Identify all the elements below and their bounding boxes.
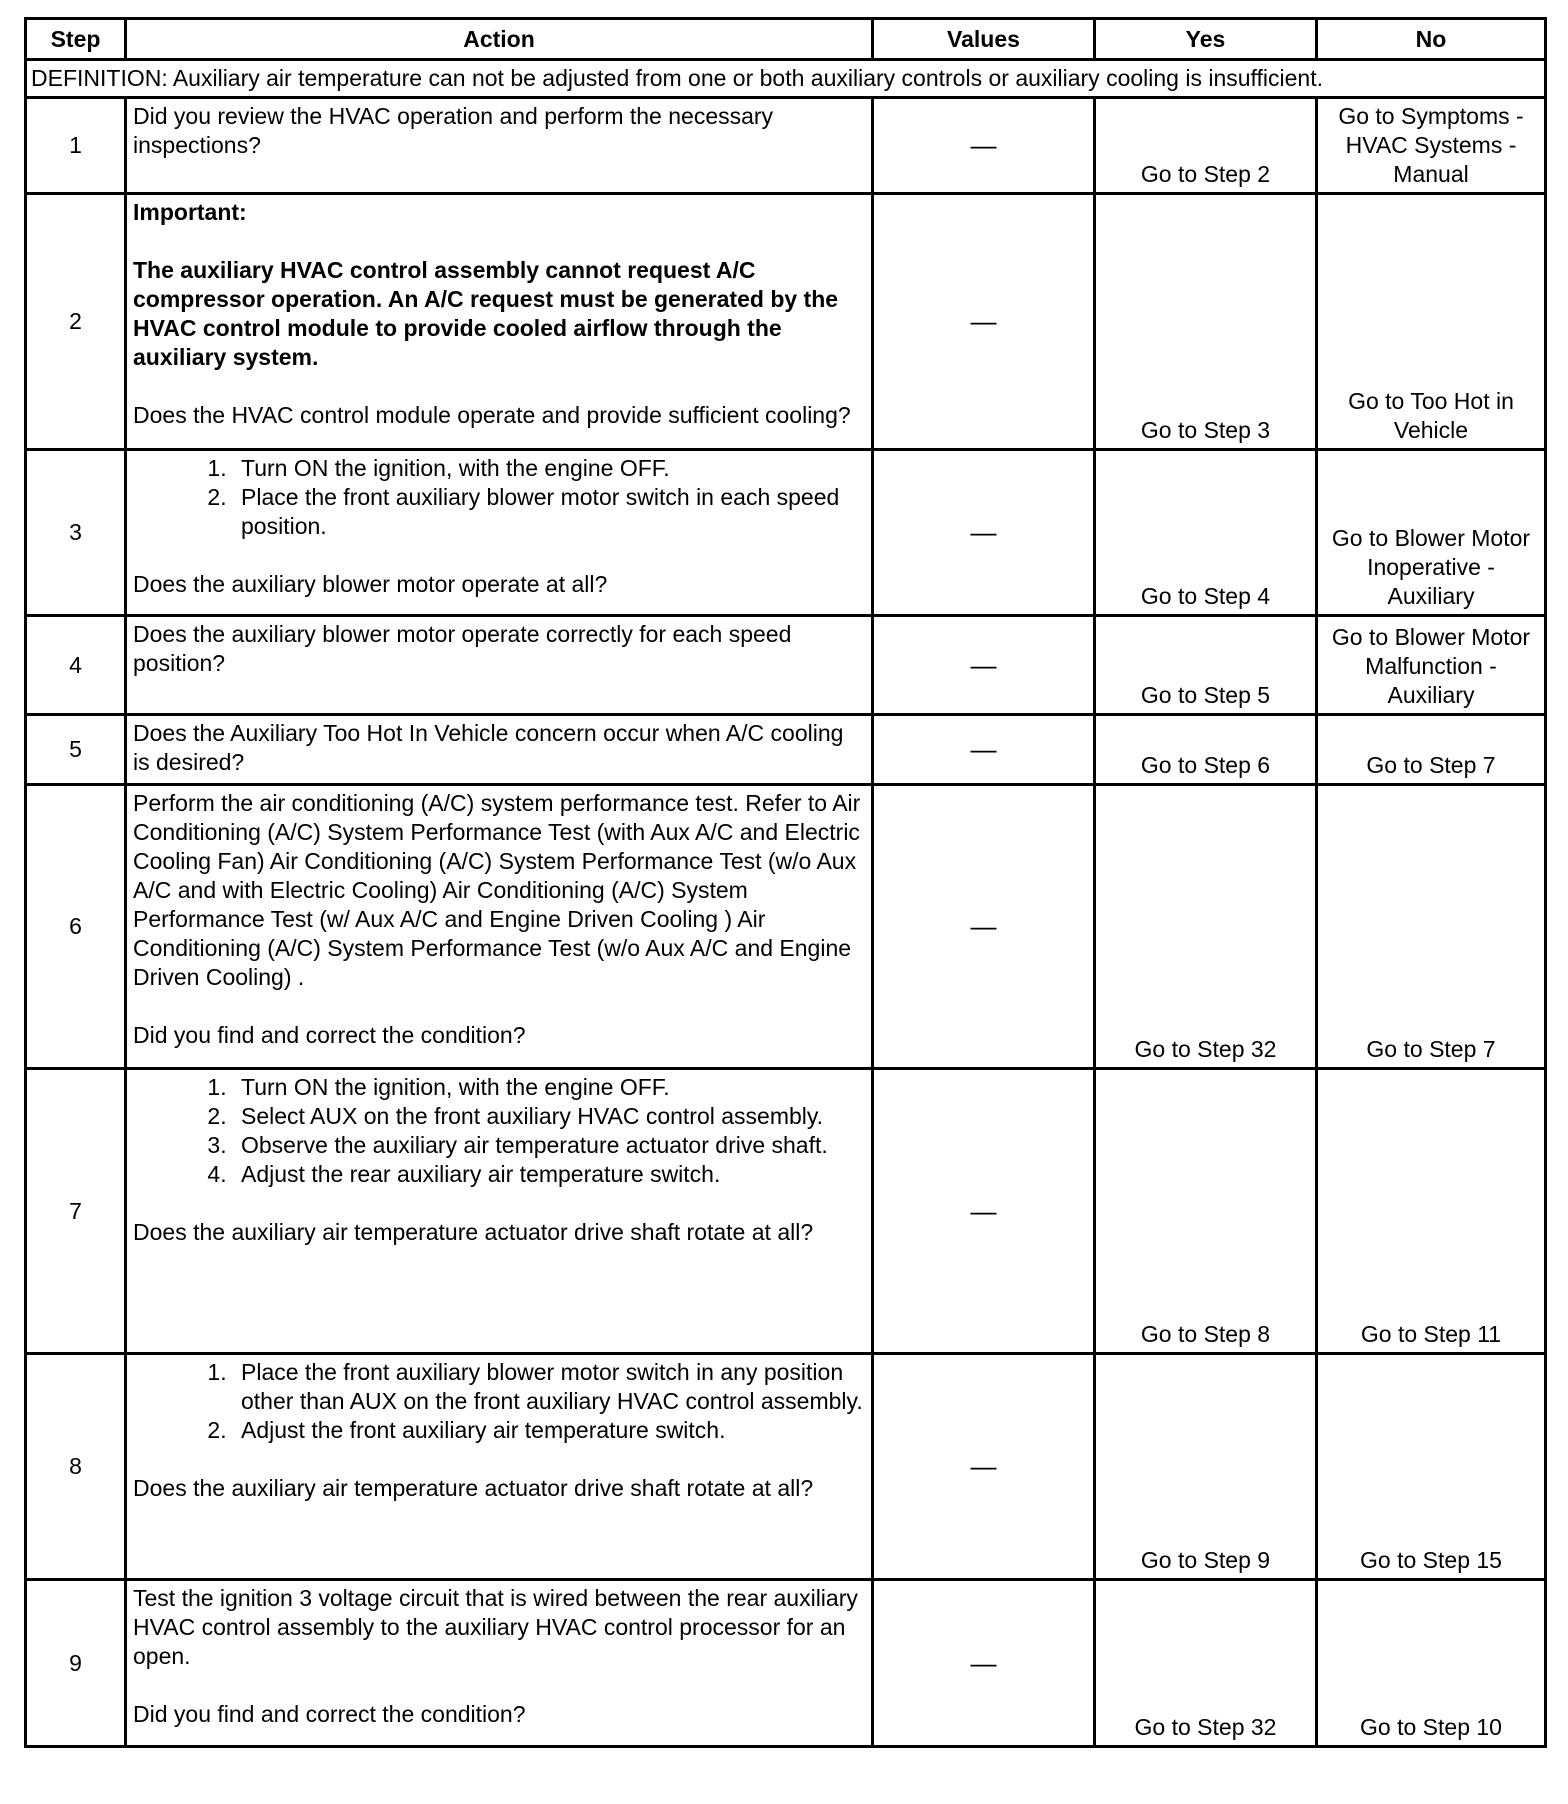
- no-cell: Go to Step 7: [1317, 715, 1546, 785]
- table-row: [26, 616, 1546, 715]
- no-cell: Go to Blower Motor Malfunction - Auxiliary: [1317, 616, 1546, 715]
- action-question: Does the auxiliary air temperature actuator drive shaft rotate at all?: [133, 1475, 814, 1501]
- action-instruction: Perform the air conditioning (A/C) system performance test. Refer to Air Conditioning (A/C) System Performance Test (with Aux A/C and Electric Cooling Fan) Air Conditioning (A/C) System Performance Test (w/o Aux A/C and with Electric Cooling) Air Conditioning (A/C) System Performance Test (w/ Aux A/C and Engine Driven Cooling ) Air Conditioning (A/C) System Performance Test (w/o Aux A/C and Engine Driven Cooling) .: [133, 790, 861, 990]
- no-cell: Go to Step 11: [1317, 1069, 1546, 1354]
- no-cell: Go to Too Hot in Vehicle: [1317, 194, 1546, 450]
- action-step-item: 1. Turn ON the ignition, with the engine OFF.: [233, 1073, 865, 1102]
- action-question: Does the auxiliary air temperature actuator drive shaft rotate at all?: [133, 1219, 814, 1245]
- step-number: 3: [26, 450, 126, 616]
- value-cell: —: [873, 616, 1095, 715]
- action-cell: [126, 1069, 873, 1354]
- step-number: 1: [26, 98, 126, 194]
- action-step-item: 3. Observe the auxiliary air temperature actuator drive shaft.: [233, 1131, 865, 1160]
- action-cell: [126, 194, 873, 450]
- yes-cell: Go to Step 5: [1095, 616, 1317, 715]
- yes-cell: Go to Step 9: [1095, 1354, 1317, 1580]
- important-note: The auxiliary HVAC control assembly cannot request A/C compressor operation. An A/C request must be generated by the HVAC control module to provide cooled airflow through the auxiliary system.: [133, 257, 839, 370]
- no-cell: Go to Symptoms - HVAC Systems - Manual: [1317, 98, 1546, 194]
- value-cell: —: [873, 715, 1095, 785]
- action-question: Does the auxiliary blower motor operate at all?: [133, 571, 608, 597]
- yes-cell: Go to Step 8: [1095, 1069, 1317, 1354]
- value-cell: —: [873, 194, 1095, 450]
- table-row: [26, 715, 1546, 785]
- action-cell: [126, 98, 873, 194]
- step-number: 5: [26, 715, 126, 785]
- no-cell: Go to Step 10: [1317, 1580, 1546, 1747]
- table-row: [26, 450, 1546, 616]
- value-cell: —: [873, 1069, 1095, 1354]
- action-step-item: 2. Adjust the front auxiliary air temperature switch.: [233, 1416, 865, 1445]
- step-number: 9: [26, 1580, 126, 1747]
- no-cell: Go to Step 7: [1317, 785, 1546, 1069]
- header-yes: Yes: [1095, 19, 1317, 60]
- action-cell: [126, 616, 873, 715]
- yes-cell: Go to Step 6: [1095, 715, 1317, 785]
- definition-row: [26, 60, 1546, 98]
- action-instruction: Test the ignition 3 voltage circuit that is wired between the rear auxiliary HVAC control assembly to the auxiliary HVAC control processor for an open.: [133, 1585, 858, 1669]
- header-no: No: [1317, 19, 1546, 60]
- step-number: 8: [26, 1354, 126, 1580]
- action-cell: [126, 715, 873, 785]
- no-cell: Go to Blower Motor Inoperative - Auxiliary: [1317, 450, 1546, 616]
- action-question: Did you find and correct the condition?: [133, 1022, 526, 1048]
- action-question: Did you review the HVAC operation and perform the necessary inspections?: [133, 103, 774, 158]
- action-step-item: 4. Adjust the rear auxiliary air temperature switch.: [233, 1160, 865, 1189]
- yes-cell: Go to Step 4: [1095, 450, 1317, 616]
- action-step-item: 1. Turn ON the ignition, with the engine OFF.: [233, 454, 865, 483]
- value-cell: —: [873, 1354, 1095, 1580]
- header-step: Step: [26, 19, 126, 60]
- action-question: Does the Auxiliary Too Hot In Vehicle concern occur when A/C cooling is desired?: [133, 720, 844, 775]
- value-cell: —: [873, 450, 1095, 616]
- action-cell: [126, 450, 873, 616]
- no-cell: Go to Step 15: [1317, 1354, 1546, 1580]
- table-row: [26, 1069, 1546, 1354]
- yes-cell: Go to Step 3: [1095, 194, 1317, 450]
- action-cell: [126, 1354, 873, 1580]
- action-step-item: 1. Place the front auxiliary blower motor switch in any position other than AUX on the front auxiliary HVAC control assembly.: [233, 1358, 865, 1416]
- value-cell: —: [873, 98, 1095, 194]
- step-number: 6: [26, 785, 126, 1069]
- action-step-item: 2. Select AUX on the front auxiliary HVAC control assembly.: [233, 1102, 865, 1131]
- definition-text: DEFINITION: Auxiliary air temperature can not be adjusted from one or both auxiliary controls or auxiliary cooling is insufficient.: [26, 60, 1546, 98]
- header-action: Action: [126, 19, 873, 60]
- action-cell: [126, 1580, 873, 1747]
- action-steps-list: [133, 1358, 865, 1445]
- diagnostic-table: [24, 17, 1547, 1748]
- step-number: 7: [26, 1069, 126, 1354]
- table-row: [26, 194, 1546, 450]
- value-cell: —: [873, 1580, 1095, 1747]
- table-row: [26, 1580, 1546, 1747]
- action-steps-list: [133, 1073, 865, 1189]
- value-cell: —: [873, 785, 1095, 1069]
- table-row: [26, 1354, 1546, 1580]
- important-label: Important:: [133, 199, 247, 225]
- yes-cell: Go to Step 32: [1095, 1580, 1317, 1747]
- yes-cell: Go to Step 32: [1095, 785, 1317, 1069]
- action-question: Does the auxiliary blower motor operate correctly for each speed position?: [133, 621, 792, 676]
- action-question: Did you find and correct the condition?: [133, 1701, 526, 1727]
- action-cell: [126, 785, 873, 1069]
- action-question: Does the HVAC control module operate and provide sufficient cooling?: [133, 402, 851, 428]
- step-number: 2: [26, 194, 126, 450]
- action-steps-list: [133, 454, 865, 541]
- yes-cell: Go to Step 2: [1095, 98, 1317, 194]
- header-row: [26, 19, 1546, 60]
- header-values: Values: [873, 19, 1095, 60]
- table-row: [26, 98, 1546, 194]
- table-row: [26, 785, 1546, 1069]
- action-step-item: 2. Place the front auxiliary blower motor switch in each speed position.: [233, 483, 865, 541]
- step-number: 4: [26, 616, 126, 715]
